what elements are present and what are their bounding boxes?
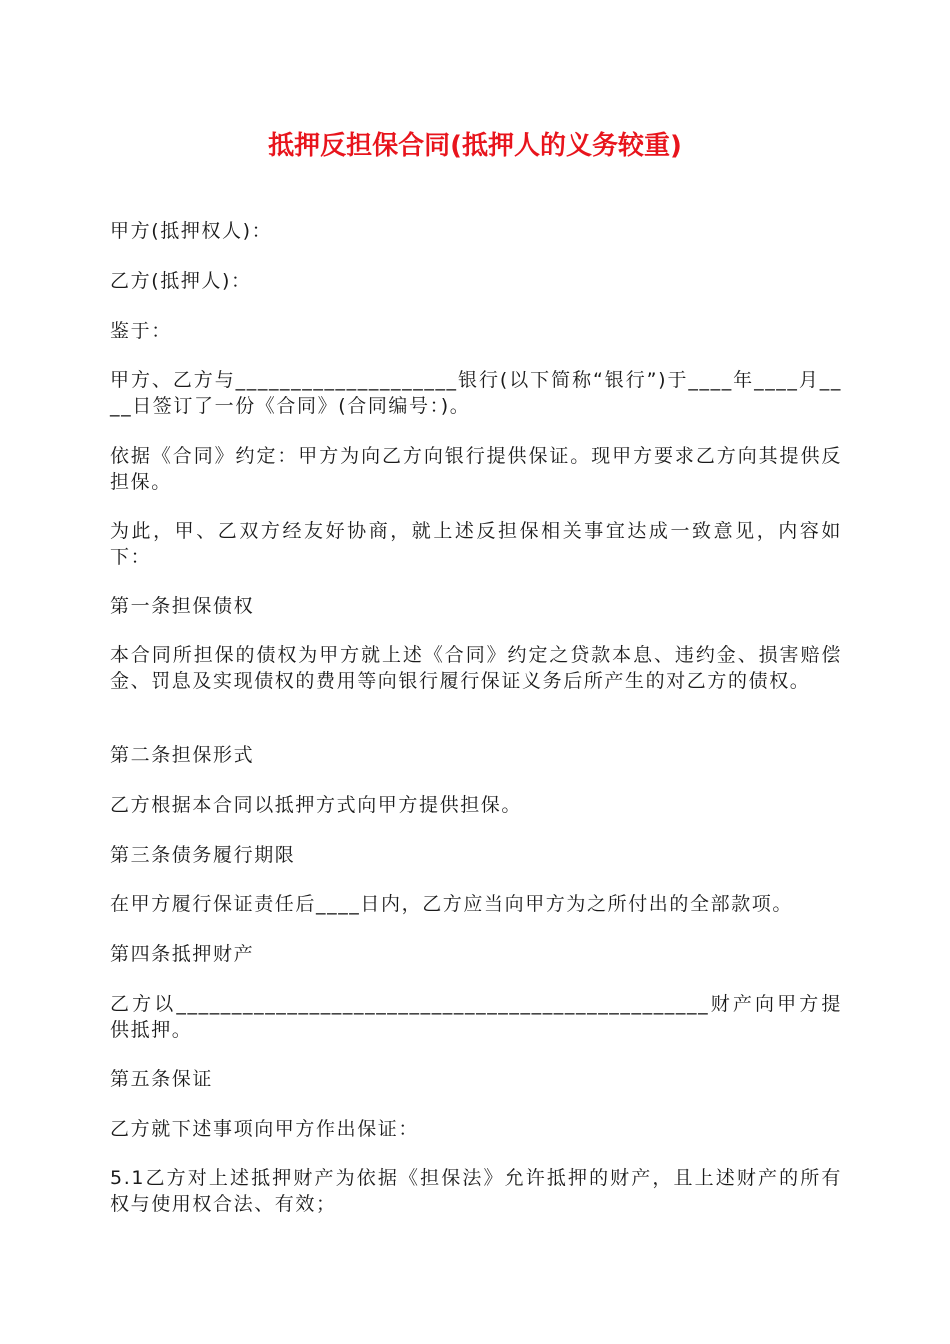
recital-guarantee-paragraph: 依据《合同》约定：甲方为向乙方向银行提供保证。现甲方要求乙方向其提供反担保。: [110, 445, 842, 493]
article-2-body: 乙方根据本合同以抵押方式向甲方提供担保。: [110, 794, 523, 816]
party-a-line: 甲方(抵押权人)：: [110, 220, 273, 242]
article-1-body: 本合同所担保的债权为甲方就上述《合同》约定之贷款本息、违约金、损害赔偿金、罚息及实现债权的费用等向银行履行保证义务后所产生的对乙方的债权。: [110, 644, 842, 692]
article-4-heading: 第四条抵押财产: [110, 943, 255, 965]
article-3-body: 在甲方履行保证责任后____日内，乙方应当向甲方为之所付出的全部款项。: [110, 893, 794, 915]
recital-contract-paragraph: 甲方、乙方与____________________银行(以下简称“银行”)于____年____月____日签订了一份《合同》(合同编号：)。: [110, 369, 842, 417]
article-2-heading: 第二条担保形式: [110, 744, 255, 766]
recital-agreement-paragraph: 为此，甲、乙双方经友好协商，就上述反担保相关事宜达成一致意见，内容如下：: [110, 520, 842, 568]
article-4-body: 乙方以________________________________________________财产向甲方提供抵押。: [110, 993, 842, 1041]
article-1-heading: 第一条担保债权: [110, 595, 255, 617]
party-b-line: 乙方(抵押人)：: [110, 270, 252, 292]
whereas-heading: 鉴于：: [110, 320, 172, 342]
article-5-intro: 乙方就下述事项向甲方作出保证：: [110, 1118, 420, 1140]
article-5-heading: 第五条保证: [110, 1068, 214, 1090]
clause-5-1: 5.1乙方对上述抵押财产为依据《担保法》允许抵押的财产，且上述财产的所有权与使用权合法、有效；: [110, 1167, 842, 1215]
article-3-heading: 第三条债务履行期限: [110, 844, 296, 866]
document-title: 抵押反担保合同(抵押人的义务较重): [268, 131, 682, 161]
